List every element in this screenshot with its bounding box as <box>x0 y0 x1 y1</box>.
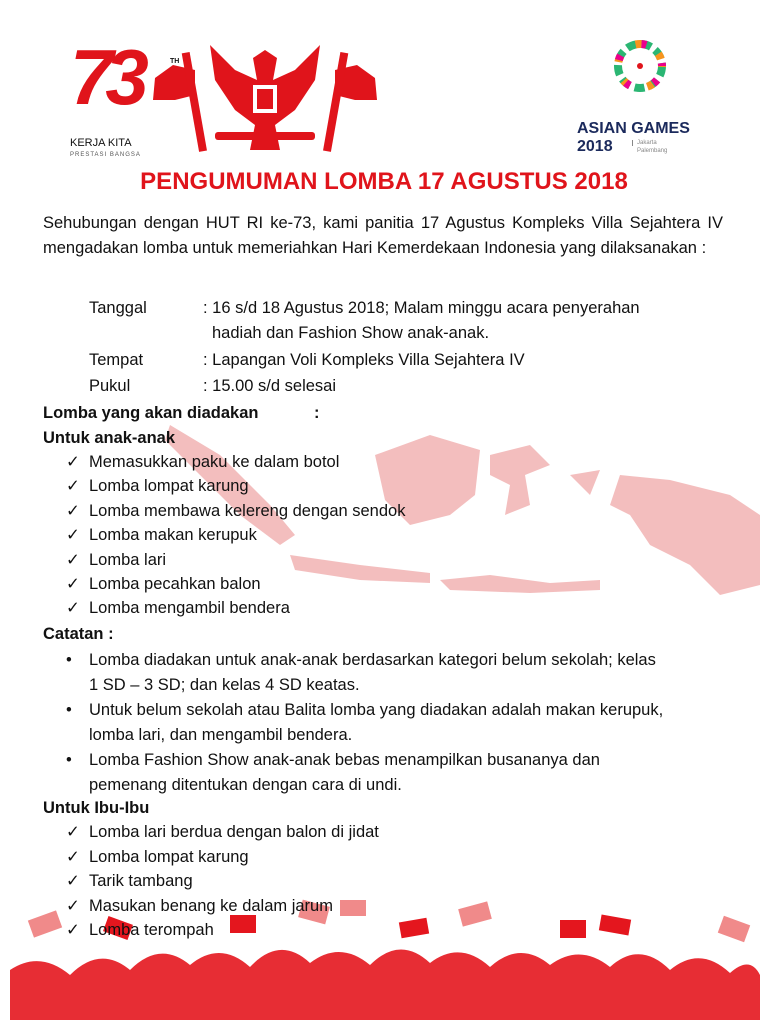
lomba-heading-colon: : <box>314 404 320 422</box>
checkmark-icon: ✓ <box>66 896 80 915</box>
logo-th-suffix: TH <box>170 58 180 65</box>
note-item <box>66 748 736 797</box>
detail-label: Tanggal <box>89 299 147 317</box>
asian-games-text: ASIAN GAMES <box>577 120 690 137</box>
detail-tempat <box>89 348 525 373</box>
bullet-icon: • <box>66 751 72 769</box>
page-title: PENGUMUMAN LOMBA 17 AGUSTUS 2018 <box>140 168 628 195</box>
checklist-item <box>66 894 333 918</box>
checklist-item-label: Masukan benang ke dalam jarum <box>89 896 333 915</box>
detail-tanggal <box>89 296 640 321</box>
asian-games-year: 2018 <box>577 138 613 155</box>
checkmark-icon: ✓ <box>66 477 80 496</box>
logo-kerja-kita: KERJA KITA <box>70 137 132 149</box>
asian-games-city-1: Jakarta <box>632 140 657 146</box>
asian-games-emblem-icon <box>610 36 670 96</box>
checklist-item <box>66 572 261 596</box>
checklist-item-label: Lomba lompat karung <box>89 847 249 866</box>
checkmark-icon: ✓ <box>66 501 80 520</box>
checklist-item-label: Lomba lompat karung <box>89 477 249 496</box>
note-line-1: Untuk belum sekolah atau Balita lomba yang diadakan adalah makan kerupuk, <box>89 701 664 719</box>
checkmark-icon: ✓ <box>66 575 80 593</box>
intro-paragraph: Sehubungan dengan HUT RI ke-73, kami panitia 17 Agustus Kompleks Villa Sejahtera IV mengadakan lomba untuk memeriahkan Hari Kemerdekaan Indonesia yang dilaksanakan : <box>43 214 723 257</box>
note-item <box>66 698 736 747</box>
note-line-2: lomba lari, dan mengambil bendera. <box>89 725 353 744</box>
checkmark-icon: ✓ <box>66 823 80 841</box>
checklist-item <box>66 523 257 547</box>
detail-label: Pukul <box>89 377 131 395</box>
checklist-item <box>66 474 249 498</box>
logo-prestasi-bangsa: PRESTASI BANGSA <box>70 152 141 158</box>
detail-tanggal-cont: hadiah dan Fashion Show anak-anak. <box>212 324 490 342</box>
bullet-icon: • <box>66 701 72 719</box>
garuda-emblem-icon <box>145 40 385 155</box>
detail-label: Tempat <box>89 351 144 369</box>
checklist-item-label: Tarik tambang <box>89 872 193 890</box>
checklist-item <box>66 918 214 942</box>
note-line-1: Lomba diadakan untuk anak-anak berdasarkan kategori belum sekolah; kelas <box>89 651 656 669</box>
checklist-item <box>66 450 339 474</box>
checklist-item <box>66 820 379 844</box>
checklist-item-label: Memasukkan paku ke dalam botol <box>89 453 340 471</box>
checkmark-icon: ✓ <box>66 550 80 569</box>
lomba-heading: Lomba yang akan diadakan <box>43 404 259 422</box>
note-line-1: Lomba Fashion Show anak-anak bebas menampilkan busananya dan <box>89 751 600 769</box>
checkmark-icon: ✓ <box>66 872 80 890</box>
checklist-item-label: Lomba pecahkan balon <box>89 575 261 593</box>
checkmark-icon: ✓ <box>66 599 80 618</box>
detail-value: : 16 s/d 18 Agustus 2018; Malam minggu acara penyerahan <box>203 299 640 317</box>
bullet-icon: • <box>66 651 72 669</box>
logo-73-number: 73 <box>70 33 141 121</box>
checkmark-icon: ✓ <box>66 526 80 545</box>
checkmark-icon: ✓ <box>66 921 80 939</box>
note-item <box>66 648 736 697</box>
detail-value: : 15.00 s/d selesai <box>203 377 336 395</box>
checkmark-icon: ✓ <box>66 847 80 866</box>
checklist-item-label: Lomba membawa kelereng dengan sendok <box>89 501 406 520</box>
asian-games-city-2: Palembang <box>637 148 668 154</box>
note-line-2: 1 SD – 3 SD; dan kelas 4 SD keatas. <box>89 675 360 694</box>
note-line-2: pemenang ditentukan dengan cara di undi. <box>89 775 402 794</box>
checklist-item <box>66 499 405 523</box>
checklist-item <box>66 869 193 893</box>
checklist-item-label: Lomba lari berdua dengan balon di jidat <box>89 823 379 841</box>
detail-value: : Lapangan Voli Kompleks Villa Sejahtera IV <box>203 351 525 369</box>
checklist-item <box>66 596 290 620</box>
checklist-item <box>66 845 249 869</box>
catatan-heading: Catatan : <box>43 625 114 643</box>
detail-pukul <box>89 374 336 399</box>
section-ibu-heading: Untuk Ibu-Ibu <box>43 799 150 817</box>
checklist-item-label: Lomba lari <box>89 550 167 569</box>
asian-games-2018-logo <box>577 36 727 161</box>
checklist-item-label: Lomba terompah <box>89 921 214 939</box>
checklist-item <box>66 548 166 572</box>
section-anak-heading: Untuk anak-anak <box>43 429 176 447</box>
checkmark-icon: ✓ <box>66 453 80 471</box>
checklist-item-label: Lomba mengambil bendera <box>89 599 290 618</box>
checklist-item-label: Lomba makan kerupuk <box>89 526 257 545</box>
